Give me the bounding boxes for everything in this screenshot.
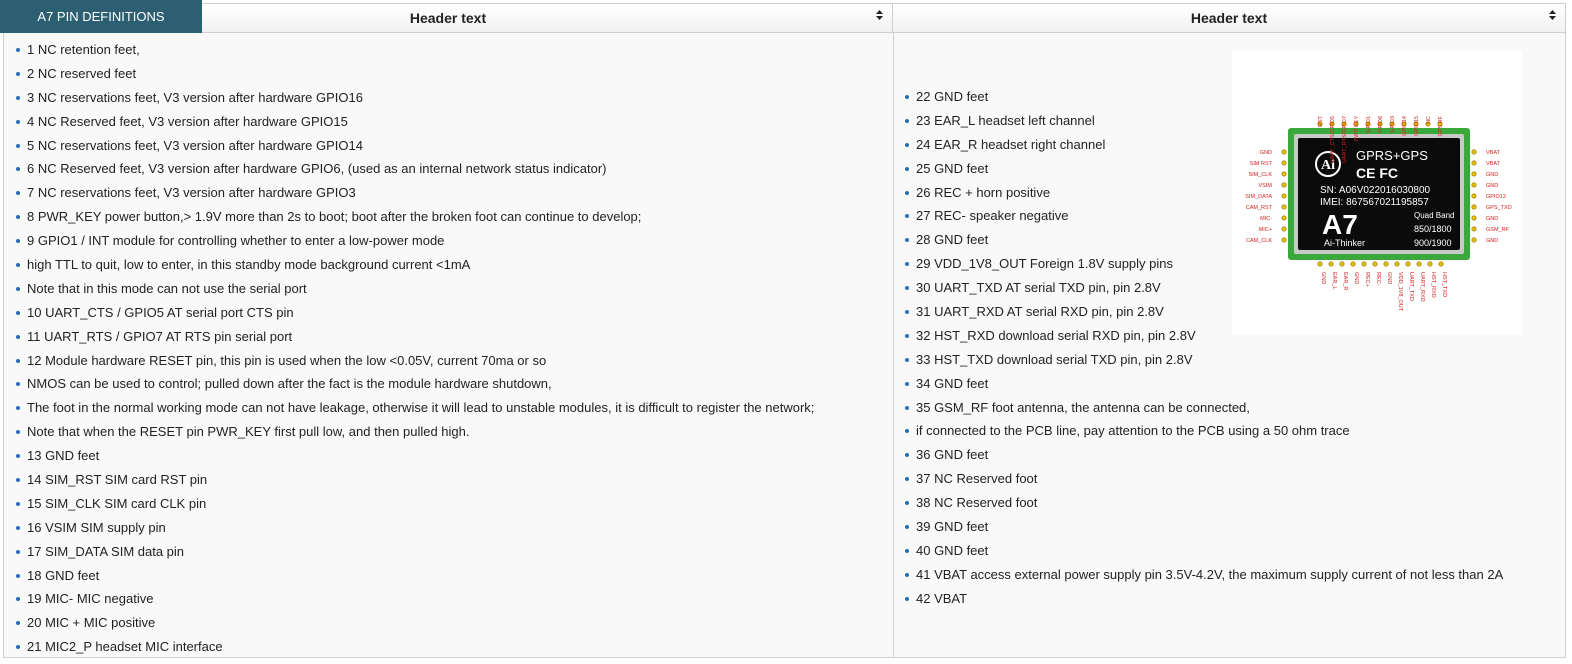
chip-title: GPRS+GPS — [1356, 148, 1428, 163]
pin-label-right: VBAT — [1486, 161, 1500, 167]
pin-label-left: GND — [1259, 150, 1272, 156]
pin-label-right: GND — [1486, 238, 1499, 244]
a7-module-pinout-image — [1232, 50, 1522, 335]
pin-pad — [1472, 216, 1476, 220]
pin-pad — [1282, 150, 1286, 154]
right-pin-item: if connected to the PCB line, pay attention to the PCB using a 50 ohm trace — [903, 419, 1503, 443]
pin-label-top: RST — [1318, 116, 1324, 127]
left-pin-item: 18 GND feet — [14, 564, 814, 588]
pin-label-right: GND — [1486, 183, 1499, 189]
pin-pad — [1472, 194, 1476, 198]
pin-label-top: GPIO14 — [1402, 116, 1408, 136]
left-pin-item: 15 SIM_CLK SIM card CLK pin — [14, 492, 814, 516]
right-pin-item: 35 GSM_RF foot antenna, the antenna can be connected, — [903, 396, 1503, 420]
chip-model: A7 — [1322, 209, 1358, 240]
left-pin-item: high TTL to quit, low to enter, in this standby mode background current <1mA — [14, 253, 814, 277]
pin-label-bottom: UART_RXD — [1419, 272, 1425, 302]
pin-label-left: MIC- — [1260, 216, 1272, 222]
left-pin-item: 21 MIC2_P headset MIC interface — [14, 635, 814, 659]
pin-pad — [1472, 205, 1476, 209]
sort-updown-icon[interactable] — [876, 4, 883, 32]
pin-label-right: GPIO13 — [1486, 194, 1506, 200]
pin-pad — [1406, 262, 1410, 266]
chip-diagram — [1232, 50, 1522, 335]
right-pin-item: 31 UART_RXD AT serial RXD pin, pin 2.8V — [903, 300, 1503, 324]
left-pin-item: 2 NC reserved feet — [14, 62, 814, 86]
left-pin-item: 19 MIC- MIC negative — [14, 587, 814, 611]
pin-pad — [1282, 227, 1286, 231]
left-pin-item: The foot in the normal working mode can not have leakage, otherwise it will lead to unstable modules, it is difficult to register the network; — [14, 396, 814, 420]
pin-pad — [1282, 216, 1286, 220]
pin-label-top: PWR KEY — [1354, 116, 1360, 142]
pin-pad — [1472, 227, 1476, 231]
pin-label-left: CAM_RST — [1245, 205, 1272, 211]
right-pin-item: 42 VBAT — [903, 587, 1503, 611]
right-pin-item: 37 NC Reserved foot — [903, 467, 1503, 491]
column-header-1-label: Header text — [409, 10, 487, 26]
chip-band-2: 900/1900 — [1414, 238, 1452, 248]
pin-label-bottom: REC- — [1375, 272, 1381, 286]
left-pin-item: 6 NC Reserved feet, V3 version after hardware GPIO6, (used as an internal network status indicator) — [14, 157, 814, 181]
pin-label-right: GND — [1486, 216, 1499, 222]
pin-pad — [1472, 150, 1476, 154]
chip-band-label: Quad Band — [1414, 211, 1455, 220]
right-pin-item: 28 GND feet — [903, 228, 1503, 252]
left-pin-item: 7 NC reservations feet, V3 version after hardware GPIO3 — [14, 181, 814, 205]
right-pin-item: 36 GND feet — [903, 443, 1503, 467]
pin-label-left: SIM_CLK — [1248, 172, 1272, 178]
right-pin-item: 27 REC- speaker negative — [903, 204, 1503, 228]
left-pin-list — [14, 38, 814, 659]
pin-pad — [1362, 262, 1366, 266]
column-header-2[interactable] — [893, 4, 1565, 32]
pin-label-bottom: UART_TXD — [1408, 272, 1414, 301]
pin-label-bottom: GND — [1353, 272, 1359, 285]
pin-pad — [1472, 172, 1476, 176]
left-pin-item: 9 GPIO1 / INT module for controlling whether to enter a low-power mode — [14, 229, 814, 253]
left-pin-item: NMOS can be used to control; pulled down after the fact is the module hardware shutdown, — [14, 372, 814, 396]
pin-label-top: GPIO6 — [1378, 116, 1384, 133]
left-pin-item: 14 SIM_RST SIM card RST pin — [14, 468, 814, 492]
right-pin-item: 32 HST_RXD download serial RXD pin, pin 2.8V — [903, 324, 1503, 348]
pin-label-bottom: REC+ — [1364, 272, 1370, 287]
right-pin-item: 24 EAR_R headset right channel — [903, 133, 1503, 157]
pin-pad — [1384, 262, 1388, 266]
left-pin-item: Note that when the RESET pin PWR_KEY first pull low, and then pulled high. — [14, 420, 814, 444]
pin-label-top: GPS RF — [1438, 116, 1444, 137]
right-pin-item: 23 EAR_L headset left channel — [903, 109, 1503, 133]
pin-pad — [1417, 262, 1421, 266]
right-pin-item: 25 GND feet — [903, 157, 1503, 181]
pin-label-right: VBAT — [1486, 150, 1500, 156]
pin-pad — [1428, 262, 1432, 266]
column-divider — [893, 33, 894, 658]
right-pin-item: 33 HST_TXD download serial TXD pin, pin 2.8V — [903, 348, 1503, 372]
pin-label-bottom: GND — [1320, 272, 1326, 285]
pin-label-bottom: HST_RXD — [1430, 272, 1436, 298]
table-header-row — [4, 4, 1565, 33]
pin-pad — [1472, 161, 1476, 165]
pin-pad — [1282, 194, 1286, 198]
left-pin-item: 16 VSIM SIM supply pin — [14, 516, 814, 540]
pin-label-right: GPS_TXD — [1486, 205, 1512, 211]
pin-label-left: MIC+ — [1258, 227, 1272, 233]
pin-label-left: SIM_DATA — [1245, 194, 1272, 200]
column-header-2-label: Header text — [1190, 10, 1268, 26]
pin-label-top: GPIO3 — [1390, 116, 1396, 133]
pin-pad — [1340, 262, 1344, 266]
pin-label-top: GPIO1 — [1366, 116, 1372, 133]
pin-pad — [1282, 205, 1286, 209]
chip-band-1: 850/1800 — [1414, 224, 1452, 234]
pin-pad — [1439, 262, 1443, 266]
left-pin-item: 11 UART_RTS / GPIO7 AT RTS pin serial port — [14, 325, 814, 349]
right-pin-item: 39 GND feet — [903, 515, 1503, 539]
pin-pad — [1282, 161, 1286, 165]
pin-label-top: UART_CTS/GPIO5 — [1330, 116, 1336, 164]
chip-brand-mark: Ai — [1321, 158, 1335, 173]
right-pin-item: 40 GND feet — [903, 539, 1503, 563]
left-pin-item: 5 NC reservations feet, V3 version after hardware GPIO14 — [14, 134, 814, 158]
pin-label-top: GPIO15 — [1414, 116, 1420, 136]
pin-pad — [1282, 172, 1286, 176]
chip-cert-marks: CE FC — [1356, 165, 1398, 181]
pin-pad — [1373, 262, 1377, 266]
pin-label-right: GND — [1486, 172, 1499, 178]
chip-serial-number: SN: A06V022016030800 — [1320, 185, 1431, 196]
pin-label-bottom: VDD_1V8_OUT — [1397, 272, 1403, 312]
left-pin-item: 1 NC retention feet, — [14, 38, 814, 62]
pin-pad — [1318, 262, 1322, 266]
pin-label-right: GSM_RF — [1486, 227, 1509, 233]
left-pin-item: 20 MIC + MIC positive — [14, 611, 814, 635]
pin-label-left: CAM_CLK — [1246, 238, 1272, 244]
right-pin-item: 26 REC + horn positive — [903, 181, 1503, 205]
pin-label-left: SIM RST — [1249, 161, 1272, 167]
pin-pad — [1351, 262, 1355, 266]
pin-pad — [1472, 238, 1476, 242]
left-pin-item: 4 NC Reserved feet, V3 version after hardware GPIO15 — [14, 110, 814, 134]
pin-label-top: UART_RTS/GPIO7 — [1342, 116, 1348, 164]
pin-pad — [1395, 262, 1399, 266]
pin-label-bottom: GND — [1386, 272, 1392, 285]
chip-imei: IMEI: 867567021195857 — [1320, 197, 1429, 208]
left-pin-item: 17 SIM_DATA SIM data pin — [14, 540, 814, 564]
right-pin-item: 29 VDD_1V8_OUT Foreign 1.8V supply pins — [903, 252, 1503, 276]
left-pin-item: Note that in this mode can not use the serial port — [14, 277, 814, 301]
pin-label-bottom: EAR_L — [1331, 272, 1337, 290]
right-pin-item: 41 VBAT access external power supply pin 3.5V-4.2V, the maximum supply current of not less than 2A — [903, 563, 1503, 587]
pin-pad — [1282, 183, 1286, 187]
sort-updown-icon[interactable] — [1549, 4, 1556, 32]
right-pin-item: 22 GND feet — [903, 85, 1503, 109]
left-pin-item: 8 PWR_KEY power button,> 1.9V more than 2s to boot; boot after the broken foot can continue to develop; — [14, 205, 814, 229]
pin-label-bottom: HST_TXD — [1441, 272, 1447, 298]
right-pin-item: 38 NC Reserved foot — [903, 491, 1503, 515]
right-pin-item: 34 GND feet — [903, 372, 1503, 396]
left-pin-item: 12 Module hardware RESET pin, this pin is used when the low <0.05V, current 70ma or so — [14, 349, 814, 373]
pin-pad — [1329, 262, 1333, 266]
pin-label-top: NC — [1426, 116, 1432, 124]
left-pin-item: 13 GND feet — [14, 444, 814, 468]
pin-pad — [1282, 238, 1286, 242]
pin-pad — [1472, 183, 1476, 187]
page-title-badge: A7 PIN DEFINITIONS — [0, 0, 202, 33]
chip-maker: Ai-Thinker — [1324, 238, 1366, 248]
pin-label-bottom: EAR_R — [1342, 272, 1348, 291]
left-pin-item: 3 NC reservations feet, V3 version after hardware GPIO16 — [14, 86, 814, 110]
left-pin-item: 10 UART_CTS / GPIO5 AT serial port CTS pin — [14, 301, 814, 325]
pin-label-left: VSIM — [1258, 183, 1272, 189]
right-pin-item: 30 UART_TXD AT serial TXD pin, pin 2.8V — [903, 276, 1503, 300]
